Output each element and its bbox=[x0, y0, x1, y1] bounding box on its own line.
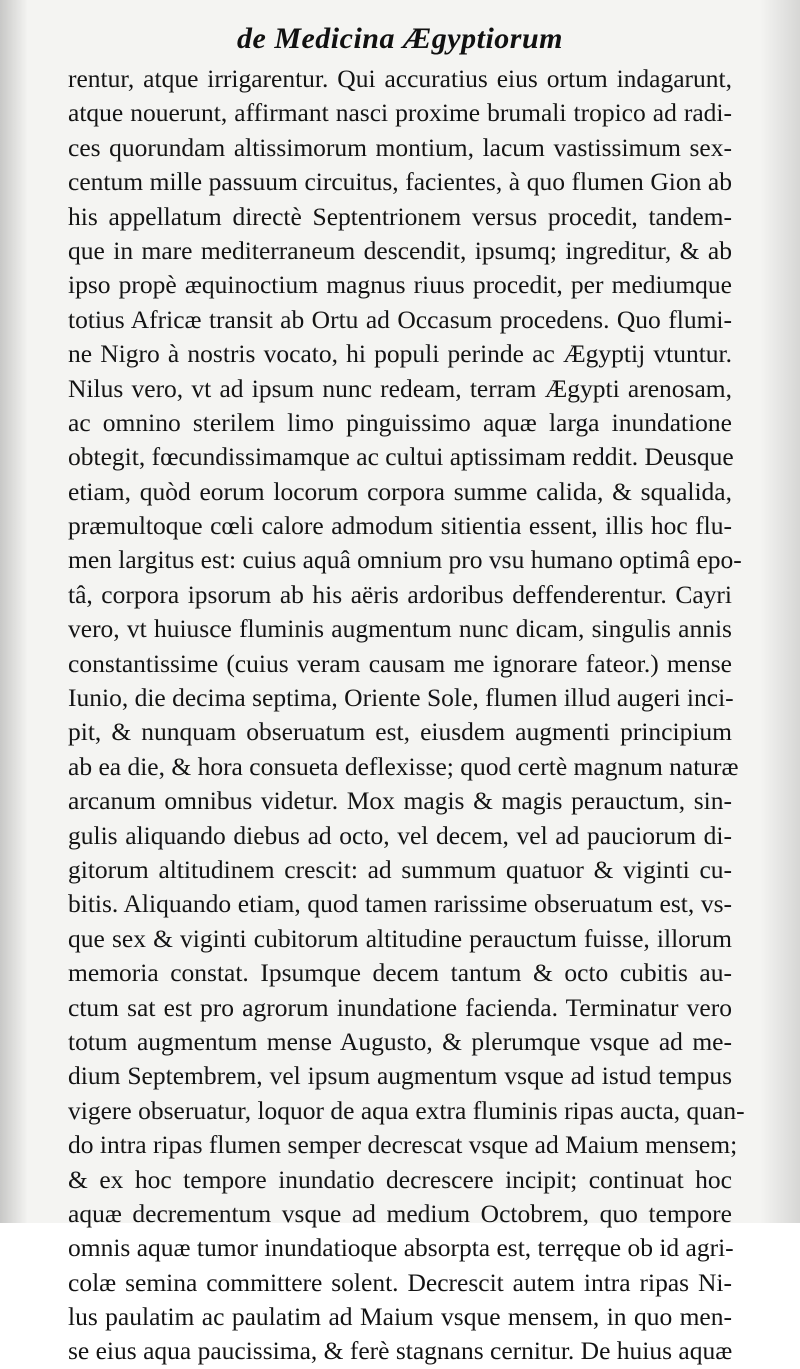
text-line: aquæ decrementum vsque ad medium Octobrem, quo tempore bbox=[68, 1198, 732, 1228]
page-edge-shadow bbox=[760, 0, 800, 1223]
text-line: constantissime (cuius veram causam me ignorare fateor.) mense bbox=[68, 648, 732, 678]
text-line: arcanum omnibus videtur. Mox magis & magis perauctum, sin- bbox=[68, 786, 732, 816]
text-line: rentur, atque irrigarentur. Qui accuratius eius ortum indagarunt, bbox=[68, 64, 732, 93]
text-line: ces quorundam altissimorum montium, lacum vastissimum sex- bbox=[68, 132, 732, 162]
text-line: obtegit, fœcundissimamque ac cultui aptissimam reddit. Deusque bbox=[68, 442, 734, 472]
text-line: ipso propè æquinoctium magnus riuus procedit, per mediumque bbox=[68, 270, 732, 300]
text-line: do intra ripas flumen semper decrescat vsque ad Maium mensem; bbox=[68, 1130, 738, 1160]
text-line: Nilus vero, vt ad ipsum nunc redeam, terram Ægypti arenosam, bbox=[68, 373, 732, 403]
text-line: Iunio, die decima septima, Oriente Sole, flumen illud augeri inci- bbox=[68, 683, 734, 713]
text-line: gulis aliquando diebus ad octo, vel decem, vel ad pauciorum di- bbox=[68, 820, 732, 850]
text-line: centum mille passuum circuitus, facientes, à quo flumen Gion ab bbox=[68, 167, 732, 197]
text-line: tâ, corpora ipsorum ab his aëris ardoribus deffenderentur. Cayri bbox=[68, 579, 732, 609]
text-line: & ex hoc tempore inundatio decrescere incipit; continuat hoc bbox=[68, 1164, 732, 1194]
text-line: his appellatum directè Septentrionem versus procedit, tandem- bbox=[68, 201, 732, 231]
text-line: pit, & nunquam obseruatum est, eiusdem augmenti principium bbox=[68, 717, 732, 747]
text-line: lus paulatim ac paulatim ad Maium vsque mensem, in quo men- bbox=[68, 1302, 732, 1332]
page-gutter-shadow bbox=[0, 0, 28, 1223]
text-line: ac omnino sterilem limo pinguissimo aquæ larga inundatione bbox=[68, 407, 732, 437]
text-line: memoria constat. Ipsumque decem tantum & octo cubitis au- bbox=[68, 958, 732, 988]
text-line: omnis aquæ tumor inundatioque absorpta est, terręque ob id agri- bbox=[68, 1233, 734, 1263]
text-line: men largitus est: cuius aquâ omnium pro vsu humano optimâ epo- bbox=[68, 545, 742, 575]
text-line: ab ea die, & hora consueta deflexisse; quod certè magnum naturæ bbox=[68, 751, 739, 781]
text-line: colæ semina committere solent. Decrescit autem intra ripas Ni- bbox=[68, 1267, 732, 1297]
text-line: vero, vt huiusce fluminis augmentum nunc dicam, singulis annis bbox=[68, 614, 732, 644]
text-line: que sex & viginti cubitorum altitudine perauctum fuisse, illorum bbox=[68, 923, 732, 953]
text-line: que in mare mediterraneum descendit, ipsumq; ingreditur, & ab bbox=[68, 235, 732, 265]
text-line: totius Africæ transit ab Ortu ad Occasum procedens. Quo flumi- bbox=[68, 304, 732, 334]
text-line: gitorum altitudinem crescit: ad summum quatuor & viginti cu- bbox=[68, 854, 732, 884]
text-line: præmultoque cœli calore admodum sitientia essent, illis hoc flu- bbox=[68, 511, 732, 541]
text-line: bitis. Aliquando etiam, quod tamen rarissime obseruatum est, vs- bbox=[68, 889, 732, 919]
text-line: atque nouerunt, affirmant nasci proxime brumali tropico ad radi- bbox=[68, 98, 732, 128]
text-line: ne Nigro à nostris vocato, hi populi perinde ac Ægyptij vtuntur. bbox=[68, 339, 732, 369]
text-line: etiam, quòd eorum locorum corpora summe calida, & squalida, bbox=[68, 476, 732, 506]
running-head: de Medicina Ægyptiorum bbox=[237, 22, 563, 55]
text-line: vigere obseruatur, loquor de aqua extra fluminis ripas aucta, quan- bbox=[68, 1095, 745, 1125]
text-line: se eius aqua paucissima, & ferè stagnans cernitur. De huius aquæ bbox=[68, 1336, 733, 1366]
text-line: ctum sat est pro agrorum inundatione facienda. Terminatur vero bbox=[68, 992, 732, 1022]
text-line: totum augmentum mense Augusto, & plerumque vsque ad me- bbox=[68, 1026, 732, 1056]
text-line: dium Septembrem, vel ipsum augmentum vsque ad istud tempus bbox=[68, 1061, 732, 1091]
body-text bbox=[68, 62, 745, 1369]
